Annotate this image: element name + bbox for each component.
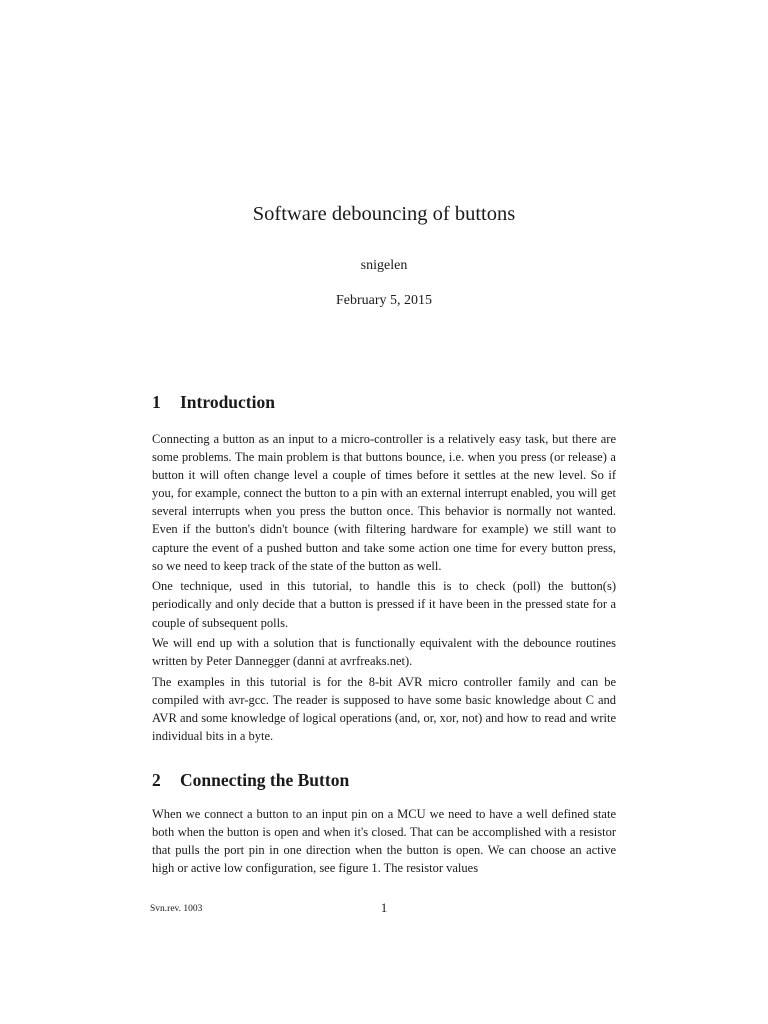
section-number: 1 — [152, 392, 161, 412]
section-body-introduction — [152, 430, 616, 748]
page-number: 1 — [380, 900, 388, 915]
section-heading-connecting-the-button — [152, 768, 622, 792]
document-date: February 5, 2015 — [335, 293, 433, 308]
section-title: Connecting the Button — [180, 770, 350, 790]
paragraph: Connecting a button as an input to a micro-controller is a relatively easy task, but there are some problems. The main problem is that buttons bounce, i.e. when you press (or release) a button it will often change level a couple of times before it settles at the new level. So if you, for example, connect the button to a pin with an external interrupt enabled, you will get several interrupts when you press the button once. This behavior is normally not wanted. Even if the button's didn't bounce (with filtering hardware for example) we still want to capture the event of a pushed button and take some action one time for every button press, so we need to keep track of the state of the button as well. — [152, 432, 616, 573]
document-author: snigelen — [360, 258, 408, 273]
paragraph: When we connect a button to an input pin on a MCU we need to have a well defined state both when the button is open and when it's closed. That can be accomplished with a resistor that pulls the port pin in one direction when the button is open. We can choose an active high or active low configuration, see figure 1. The resistor values — [152, 807, 616, 876]
section-title: Introduction — [180, 392, 275, 412]
paragraph: One technique, used in this tutorial, to handle this is to check (poll) the button(s) periodically and only decide that a button is pressed if it have been in the pressed state for a couple of subsequent polls. — [152, 579, 616, 630]
paragraph: The examples in this tutorial is for the 8-bit AVR micro controller family and can be compiled with avr-gcc. The reader is supposed to have some basic knowledge about C and AVR and some knowledge of logical operations (and, or, xor, not) and how to read and write individual bits in a byte. — [152, 675, 616, 744]
section-heading-introduction — [152, 390, 622, 414]
paragraph: We will end up with a solution that is functionally equivalent with the debounce routines written by Peter Dannegger (danni at avrfreaks.net). — [152, 636, 616, 669]
section-number: 2 — [152, 770, 161, 790]
section-body-connecting-the-button — [152, 805, 616, 880]
document-title: Software debouncing of buttons — [252, 203, 516, 225]
footer-revision: Svn.rev. 1003 — [150, 904, 203, 914]
